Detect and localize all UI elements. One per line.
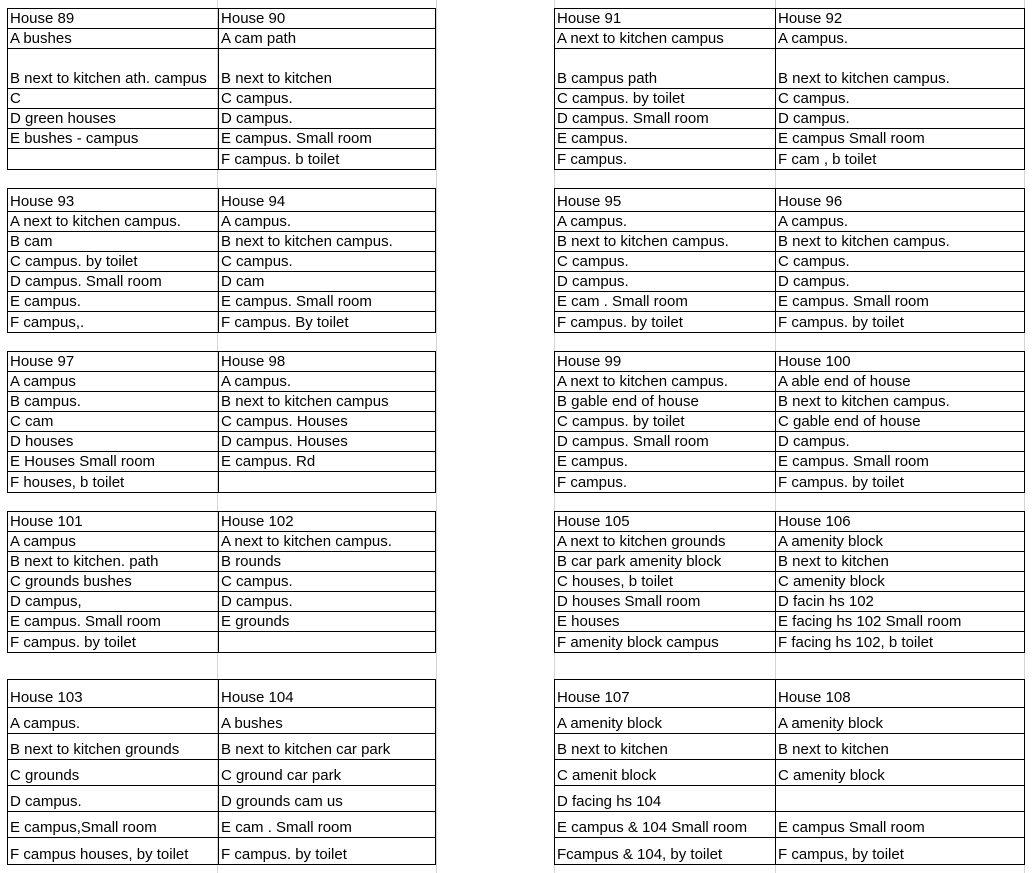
house-title-cell[interactable]: House 91: [555, 9, 776, 28]
table-row: [555, 129, 1024, 149]
table-row: [8, 612, 435, 632]
table-row: [8, 838, 435, 864]
table-cell[interactable]: C amenity block: [778, 573, 885, 590]
house-title-cell[interactable]: House 103: [8, 680, 219, 707]
table-cell[interactable]: D campus.: [778, 273, 850, 290]
table-cell[interactable]: E campus. Small room: [221, 293, 372, 310]
house-table: [554, 8, 1025, 170]
table-cell[interactable]: D cam: [221, 273, 265, 290]
table-cell[interactable]: D facin hs 102: [778, 593, 874, 610]
table-cell[interactable]: E campus & 104 Small room: [555, 812, 776, 837]
house-title-cell[interactable]: House 95: [555, 189, 776, 211]
table-row: [555, 612, 1024, 632]
table-cell[interactable]: B next to kitchen campus.: [221, 233, 393, 250]
table-cell[interactable]: C: [8, 89, 219, 108]
table-cell[interactable]: [8, 149, 219, 169]
house-title-cell[interactable]: House 93: [8, 189, 219, 211]
house-title-cell[interactable]: House 97: [8, 352, 219, 371]
table-cell[interactable]: D grounds cam us: [221, 793, 343, 810]
table-cell[interactable]: B next to kitchen. path: [8, 552, 219, 571]
house-header-row: [8, 352, 435, 372]
house-title-cell[interactable]: House 100: [778, 353, 851, 370]
table-cell[interactable]: E campus.: [555, 129, 776, 148]
table-row: [8, 129, 435, 149]
house-title-cell[interactable]: House 107: [555, 680, 776, 707]
table-cell[interactable]: D campus. Small room: [8, 272, 219, 291]
table-row: [8, 532, 435, 552]
table-cell[interactable]: C grounds bushes: [8, 572, 219, 591]
table-cell[interactable]: D campus.: [221, 110, 293, 127]
table-cell[interactable]: A campus.: [778, 213, 849, 230]
table-cell[interactable]: F campus. by toilet: [778, 314, 904, 331]
table-row: [555, 572, 1024, 592]
table-row: [555, 532, 1024, 552]
house-table: [554, 679, 1025, 865]
table-cell[interactable]: A bushes: [221, 715, 283, 732]
table-cell[interactable]: D green houses: [8, 109, 219, 128]
house-title-cell[interactable]: House 99: [555, 352, 776, 371]
table-cell[interactable]: [219, 472, 435, 492]
table-cell[interactable]: E houses: [555, 612, 776, 631]
house-table: [7, 351, 436, 493]
table-cell[interactable]: E campus Small room: [778, 130, 925, 147]
table-cell[interactable]: D campus.: [555, 272, 776, 291]
house-title-cell[interactable]: House 108: [778, 689, 851, 706]
table-cell[interactable]: B campus.: [8, 392, 219, 411]
table-cell[interactable]: E campus. Small room: [221, 130, 372, 147]
table-cell[interactable]: [776, 786, 1024, 811]
table-row: [8, 592, 435, 612]
grid-column-line: [436, 0, 437, 873]
table-row: [8, 109, 435, 129]
table-row: [555, 812, 1024, 838]
table-row: [555, 472, 1024, 492]
table-cell[interactable]: F cam , b toilet: [778, 151, 877, 168]
table-cell[interactable]: A campus: [8, 532, 219, 551]
table-cell[interactable]: D houses Small room: [555, 592, 776, 611]
table-cell[interactable]: E facing hs 102 Small room: [778, 613, 962, 630]
house-table: [7, 8, 436, 170]
table-cell[interactable]: B campus path: [555, 49, 776, 88]
house-title-cell[interactable]: House 92: [778, 10, 843, 27]
table-row: [555, 49, 1024, 89]
table-row: [555, 272, 1024, 292]
table-cell[interactable]: A amenity block: [778, 715, 884, 732]
table-cell[interactable]: F campus houses, by toilet: [8, 838, 219, 864]
table-cell[interactable]: C campus.: [221, 90, 293, 107]
table-cell[interactable]: D campus.: [778, 110, 850, 127]
house-title-cell[interactable]: House 90: [221, 10, 286, 27]
table-row: [8, 232, 435, 252]
table-row: [8, 89, 435, 109]
table-cell[interactable]: A cam path: [221, 30, 297, 47]
table-row: [8, 29, 435, 49]
table-row: [555, 592, 1024, 612]
house-title-cell[interactable]: House 98: [221, 353, 286, 370]
table-cell[interactable]: C cam: [8, 412, 219, 431]
table-cell[interactable]: B next to kitchen campus.: [778, 70, 950, 87]
table-cell[interactable]: [219, 632, 435, 652]
table-cell[interactable]: A campus.: [221, 373, 292, 390]
table-cell[interactable]: F campus. by toilet: [555, 312, 776, 332]
table-cell[interactable]: B next to kitchen: [778, 741, 889, 758]
table-row: [555, 232, 1024, 252]
table-cell[interactable]: E cam . Small room: [555, 292, 776, 311]
house-header-row: [555, 189, 1024, 212]
table-cell[interactable]: F facing hs 102, b toilet: [778, 634, 934, 651]
table-cell[interactable]: F campus. by toilet: [8, 632, 219, 652]
table-row: [8, 760, 435, 786]
table-row: [8, 432, 435, 452]
table-cell[interactable]: A campus.: [8, 708, 219, 733]
table-row: [555, 149, 1024, 169]
house-table: [554, 188, 1025, 333]
table-cell[interactable]: B gable end of house: [555, 392, 776, 411]
table-cell[interactable]: F amenity block campus: [555, 632, 776, 652]
table-cell[interactable]: B next to kitchen campus.: [555, 232, 776, 251]
house-header-row: [8, 512, 435, 532]
table-row: [555, 632, 1024, 652]
table-row: [8, 572, 435, 592]
table-cell[interactable]: C grounds: [8, 760, 219, 785]
table-row: [555, 412, 1024, 432]
table-cell[interactable]: B cam: [8, 232, 219, 251]
table-row: [555, 452, 1024, 472]
table-row: [8, 472, 435, 492]
table-row: [555, 252, 1024, 272]
table-cell[interactable]: C campus.: [555, 252, 776, 271]
table-cell[interactable]: C campus. by toilet: [8, 252, 219, 271]
table-cell[interactable]: F campus,.: [8, 312, 219, 332]
table-cell[interactable]: D campus.: [221, 593, 293, 610]
table-cell[interactable]: E bushes - campus: [8, 129, 219, 148]
house-header-row: [555, 9, 1024, 29]
table-cell[interactable]: D campus. Small room: [555, 109, 776, 128]
table-row: [555, 312, 1024, 332]
table-row: [8, 412, 435, 432]
table-cell[interactable]: E campus. Rd: [221, 453, 316, 470]
house-title-cell[interactable]: House 105: [555, 512, 776, 531]
table-cell[interactable]: E campus Small room: [778, 819, 925, 836]
table-cell[interactable]: C houses, b toilet: [555, 572, 776, 591]
table-row: [555, 760, 1024, 786]
table-cell[interactable]: E Houses Small room: [8, 452, 219, 471]
table-cell[interactable]: E campus,Small room: [8, 812, 219, 837]
table-cell[interactable]: B next to kitchen grounds: [8, 734, 219, 759]
table-row: [555, 552, 1024, 572]
table-cell[interactable]: C campus.: [221, 573, 293, 590]
table-row: [8, 812, 435, 838]
table-cell[interactable]: F campus. By toilet: [221, 314, 349, 331]
table-cell[interactable]: F campus.: [555, 472, 776, 492]
house-table: [7, 188, 436, 333]
house-header-row: [8, 9, 435, 29]
house-title-cell[interactable]: House 94: [221, 193, 286, 210]
table-cell[interactable]: A next to kitchen campus.: [555, 372, 776, 391]
table-cell[interactable]: E campus. Small room: [8, 612, 219, 631]
table-cell[interactable]: B rounds: [221, 553, 282, 570]
table-cell[interactable]: F campus. b toilet: [221, 151, 340, 168]
table-row: [555, 292, 1024, 312]
table-cell[interactable]: A amenity block: [778, 533, 884, 550]
house-title-cell[interactable]: House 104: [221, 689, 294, 706]
table-cell[interactable]: D campus,: [8, 592, 219, 611]
table-row: [8, 708, 435, 734]
table-cell[interactable]: C campus.: [221, 253, 293, 270]
table-cell[interactable]: A next to kitchen grounds: [555, 532, 776, 551]
table-row: [8, 292, 435, 312]
table-cell[interactable]: B next to kitchen ath. campus: [8, 49, 219, 88]
table-cell[interactable]: B car park amenity block: [555, 552, 776, 571]
table-row: [555, 89, 1024, 109]
table-cell[interactable]: C campus. by toilet: [555, 412, 776, 431]
table-cell[interactable]: A bushes: [8, 29, 219, 48]
table-cell[interactable]: B next to kitchen: [555, 734, 776, 759]
table-cell[interactable]: B next to kitchen campus.: [778, 393, 950, 410]
house-header-row: [555, 512, 1024, 532]
house-title-cell[interactable]: House 106: [778, 513, 851, 530]
table-cell[interactable]: C amenit block: [555, 760, 776, 785]
table-cell[interactable]: B next to kitchen campus.: [778, 233, 950, 250]
house-table: [7, 511, 436, 653]
table-cell[interactable]: D campus.: [778, 433, 850, 450]
table-cell[interactable]: F campus. by toilet: [221, 846, 347, 863]
table-cell[interactable]: A campus.: [778, 30, 849, 47]
table-row: [8, 632, 435, 652]
house-header-row: [8, 680, 435, 708]
table-row: [8, 786, 435, 812]
table-cell[interactable]: C campus. Houses: [221, 413, 348, 430]
house-title-cell[interactable]: House 96: [778, 193, 843, 210]
table-row: [555, 212, 1024, 232]
table-row: [555, 734, 1024, 760]
table-cell[interactable]: C campus.: [778, 253, 850, 270]
house-header-row: [555, 352, 1024, 372]
house-header-row: [555, 680, 1024, 708]
table-row: [8, 452, 435, 472]
table-cell[interactable]: E campus.: [8, 292, 219, 311]
table-cell[interactable]: D houses: [8, 432, 219, 451]
table-cell[interactable]: D campus.: [8, 786, 219, 811]
table-row: [555, 109, 1024, 129]
table-cell[interactable]: A amenity block: [555, 708, 776, 733]
table-row: [8, 149, 435, 169]
table-cell[interactable]: A campus.: [555, 212, 776, 231]
house-table: [554, 351, 1025, 493]
table-row: [555, 372, 1024, 392]
table-row: [8, 392, 435, 412]
table-cell[interactable]: A able end of house: [778, 373, 911, 390]
table-cell[interactable]: E campus. Small room: [778, 453, 929, 470]
table-cell[interactable]: C ground car park: [221, 767, 342, 784]
house-table: [7, 679, 436, 865]
table-cell[interactable]: A next to kitchen campus: [555, 29, 776, 48]
table-cell[interactable]: Fcampus & 104, by toilet: [555, 838, 776, 864]
table-row: [555, 708, 1024, 734]
table-cell[interactable]: D facing hs 104: [555, 786, 776, 811]
house-header-row: [8, 189, 435, 212]
table-cell[interactable]: F campus. by toilet: [778, 474, 904, 491]
table-cell[interactable]: E grounds: [221, 613, 290, 630]
table-cell[interactable]: E cam . Small room: [221, 819, 352, 836]
table-cell[interactable]: C gable end of house: [778, 413, 921, 430]
table-cell[interactable]: D campus. Houses: [221, 433, 348, 450]
table-cell[interactable]: C amenity block: [778, 767, 885, 784]
table-row: [8, 272, 435, 292]
table-row: [8, 372, 435, 392]
table-cell[interactable]: B next to kitchen: [221, 70, 332, 87]
house-title-cell[interactable]: House 101: [8, 512, 219, 531]
table-row: [8, 49, 435, 89]
table-cell[interactable]: A next to kitchen campus.: [221, 533, 392, 550]
table-row: [8, 252, 435, 272]
table-cell[interactable]: A campus: [8, 372, 219, 391]
table-cell[interactable]: A next to kitchen campus.: [8, 212, 219, 231]
table-cell[interactable]: B next to kitchen: [778, 553, 889, 570]
table-cell[interactable]: F campus.: [555, 149, 776, 169]
table-row: [555, 392, 1024, 412]
table-row: [555, 432, 1024, 452]
table-cell[interactable]: C campus.: [778, 90, 850, 107]
table-row: [8, 734, 435, 760]
table-cell[interactable]: C campus. by toilet: [555, 89, 776, 108]
house-table: [554, 511, 1025, 653]
table-cell[interactable]: B next to kitchen car park: [221, 741, 391, 758]
table-cell[interactable]: F houses, b toilet: [8, 472, 219, 492]
house-title-cell[interactable]: House 102: [221, 513, 294, 530]
table-cell[interactable]: E campus.: [555, 452, 776, 471]
table-row: [8, 552, 435, 572]
table-cell[interactable]: E campus. Small room: [778, 293, 929, 310]
table-cell[interactable]: F campus, by toilet: [778, 846, 904, 863]
house-title-cell[interactable]: House 89: [8, 9, 219, 28]
table-row: [8, 312, 435, 332]
table-row: [555, 786, 1024, 812]
table-cell[interactable]: A campus.: [221, 213, 292, 230]
table-row: [8, 212, 435, 232]
table-row: [555, 838, 1024, 864]
table-cell[interactable]: B next to kitchen campus: [221, 393, 389, 410]
table-cell[interactable]: D campus. Small room: [555, 432, 776, 451]
table-row: [555, 29, 1024, 49]
